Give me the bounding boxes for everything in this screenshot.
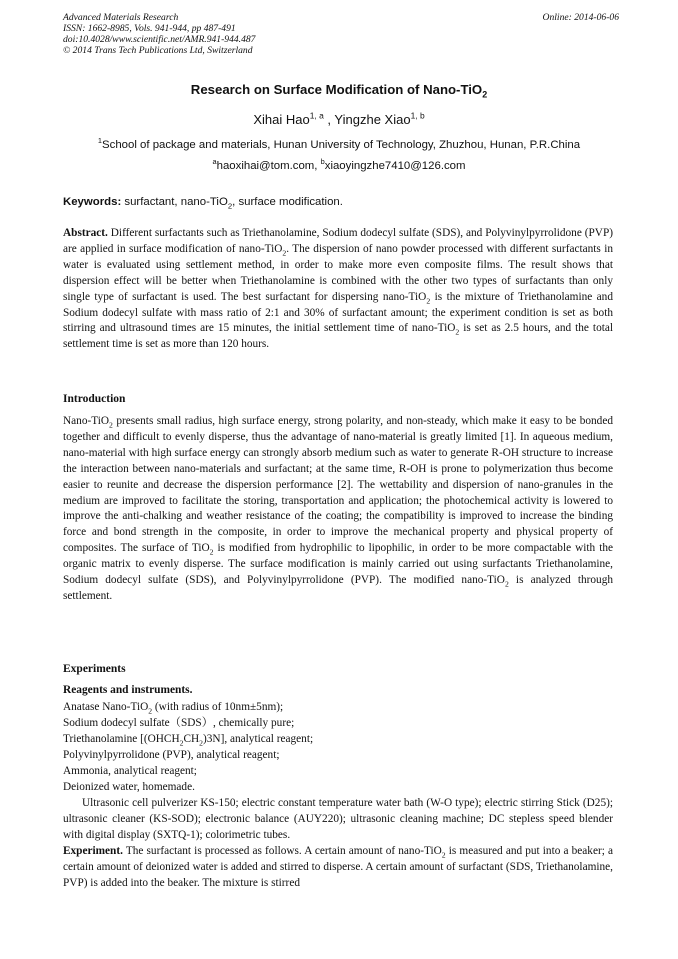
intro-text: is modified from hydrophilic to lipophilic, in order to be more compactable with the organic matrix to evenly disperse. The surface modification is mainly carried out using surfactants Triethanolamine, Sodium dodecyl sulfate (SDS), and Polyvinylpyrrolidone (PVP). The modified nano-TiO: [63, 542, 613, 587]
email-a[interactable]: haoxihai@tom.com,: [216, 160, 321, 172]
author-line: [0, 112, 678, 127]
title-text: Research on Surface Modification of Nano-TiO: [190, 82, 483, 97]
reagent-item: Polyvinylpyrrolidone (PVP), analytical reagent;: [63, 748, 280, 761]
intro-text: is analyzed through settlement.: [63, 574, 613, 602]
subscript: 2: [426, 295, 431, 305]
experiment-text: The surfactant is processed as follows. A certain amount of nano-TiO: [122, 845, 442, 857]
subscript: 2: [179, 738, 184, 748]
experiment-paragraph: [63, 844, 613, 892]
subscript: 2: [455, 327, 460, 337]
reagent-item: [63, 700, 619, 716]
keywords-label: Keywords:: [63, 196, 122, 208]
abstract-text: is set as 2.5 hours, and the total settlement time is set as more than 120 hours.: [63, 322, 614, 351]
reagent-item: Ammonia, analytical reagent;: [63, 764, 197, 777]
journal-header: [63, 12, 619, 56]
abstract-paragraph: [63, 226, 613, 353]
abstract-text: . The dispersion of nano powder processed with different surfactants in water is evaluated using settlement method, in order to make more even composite films. The result shows that dispersion effect will be better when Triethanolamine is combined with the other two types of surfactants than only single type of surfactant is used. The best surfactant for dispersing nano-TiO: [63, 242, 613, 303]
reagent-text: Anatase Nano-TiO: [63, 701, 149, 713]
reagent-text: (with radius of 10nm±5nm);: [152, 701, 284, 713]
keywords-subscript: 2: [227, 201, 233, 211]
subscript: 2: [199, 738, 204, 748]
intro-text: presents small radius, high surface energy, strong polarity, and non-steady, which make it easy to be bonded together and difficult to evenly disperse, thus the advantage of nano-material is greatly limited [1]. In aqueous medium, nano-material with high surface energy can strongly absorb medium such as water to generate R-OH structure to increase the interaction between nano-materials and surfactant; at the same time, R-OH is prone to polymerization thus become easier to reunite and decrease the dispersion performance [2]. The wettability and dispersion of nano-granules in the medium are improved to facilitate the storing, transportation and application; the photochemical activity is lowered to improve the anti-chalking and weather resistance of the coating; the compatibility is improved to increase the binding force and bond strength in the composite, in order to improve the mechanical property and physical property of composites. The surface of TiO: [63, 415, 613, 555]
abstract-text: is the mixture of Triethanolamine and Sodium dodecyl sulfate with mass ratio of 2:1 and 30% of surfactant amount; the experiment condition is set as both stirring and ultrasound times are 15 minutes, the initial settlement time of nano-TiO: [63, 290, 613, 335]
subscript: 2: [504, 579, 509, 589]
reagent-item: Sodium dodecyl sulfate（SDS）, chemically pure;: [63, 716, 295, 729]
subscript: 2: [441, 850, 446, 860]
reagent-item: Deionized water, homemade.: [63, 780, 195, 793]
subscript: 2: [282, 248, 287, 258]
introduction-paragraph: [63, 414, 613, 605]
keywords-text-1: surfactant, nano-TiO: [121, 196, 228, 208]
reagent-item: [63, 732, 619, 748]
paper-title: [0, 82, 678, 100]
affiliation: [0, 136, 678, 151]
author-2: Yingzhe Xiao: [334, 112, 411, 127]
reagent-text: )3N], analytical reagent;: [203, 732, 314, 745]
abstract-label: Abstract.: [63, 227, 108, 239]
subscript: 2: [148, 706, 153, 716]
keywords: [63, 196, 619, 211]
reagent-text: CH: [183, 732, 200, 745]
author-separator: ,: [323, 112, 335, 127]
experiment-label: Experiment.: [63, 845, 123, 857]
affiliation-mark: 1: [97, 136, 103, 146]
journal-name: Advanced Materials Research: [63, 12, 179, 23]
email-a-mark: a: [212, 157, 217, 167]
title-subscript: 2: [482, 89, 488, 100]
email-b[interactable]: xiaoyingzhe7410@126.com: [324, 160, 466, 172]
doi-line[interactable]: doi:10.4028/www.scientific.net/AMR.941-944.487: [63, 34, 256, 45]
author-2-affil: 1, b: [410, 110, 425, 121]
online-date: Online: 2014-06-06: [542, 12, 619, 23]
author-1: Xihai Hao: [253, 112, 310, 127]
reagents-list: [63, 700, 619, 795]
subscript: 2: [109, 420, 113, 430]
author-1-affil: 1, a: [309, 110, 324, 121]
copyright-line: © 2014 Trans Tech Publications Ltd, Switzerland: [63, 45, 253, 56]
keywords-text-2: , surface modification.: [232, 196, 343, 208]
reagents-heading: Reagents and instruments.: [63, 684, 193, 696]
abstract-text: Different surfactants such as Triethanolamine, Sodium dodecyl sulfate (SDS), and Polyvinylpyrrolidone (PVP) are applied in surface modification of nano-TiO: [63, 227, 613, 255]
instruments-paragraph: Ultrasonic cell pulverizer KS-150; electric constant temperature water bath (W-O type); electric stirring Stick (D25); ultrasonic cleaner (KS-SOD); electronic balance (AUY220); ultrasonic cleaning machine; DC stepless speed blender with digital display (SXTQ-1); colorimetric tubes.: [63, 797, 613, 841]
email-b-mark: b: [320, 157, 325, 167]
affiliation-text: School of package and materials, Hunan University of Technology, Zhuzhou, Hunan, P.R.China: [102, 139, 581, 151]
email-line: [0, 157, 678, 172]
intro-text: Nano-TiO: [63, 415, 110, 427]
reagent-text: Triethanolamine [(OHCH: [63, 732, 180, 745]
issn-line: ISSN: 1662-8985, Vols. 941-944, pp 487-491: [63, 23, 236, 34]
introduction-heading: Introduction: [63, 393, 126, 405]
experiment-text: is measured and put into a beaker; a certain amount of deionized water is added and stirred to disperse. A certain amount of surfactant (SDS, Triethanolamine, PVP) is added into the beaker. The mixture is stirred: [63, 845, 613, 889]
experiments-heading: Experiments: [63, 663, 126, 675]
subscript: 2: [209, 547, 214, 557]
